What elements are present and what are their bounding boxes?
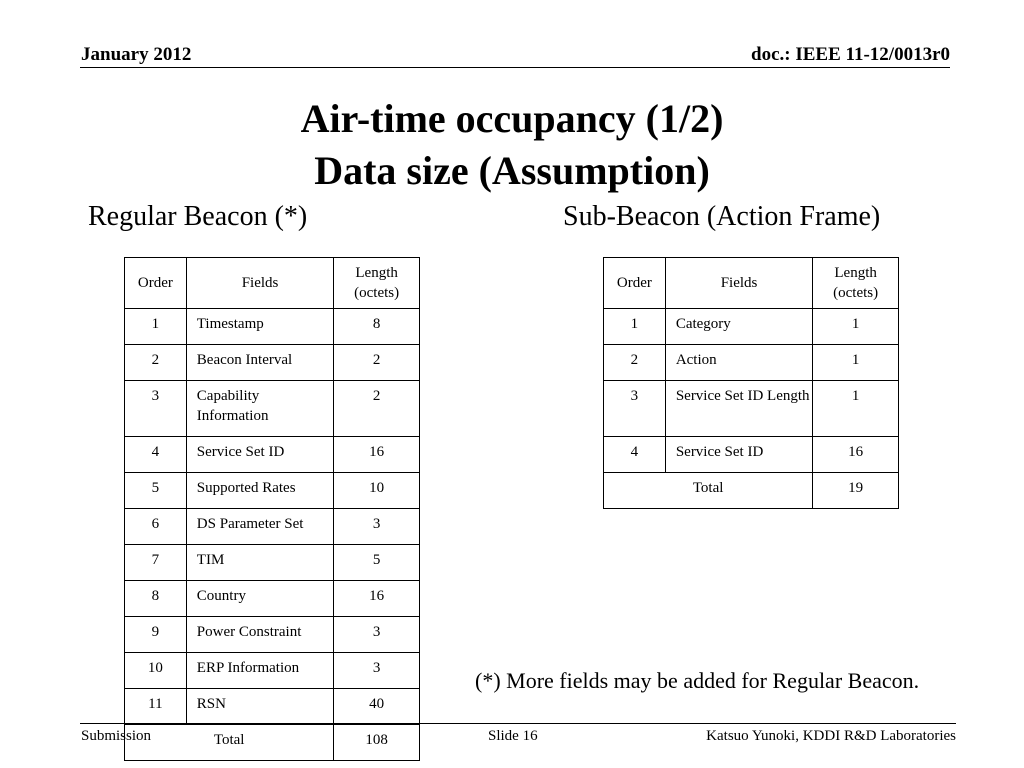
length-cell: 3 bbox=[334, 653, 420, 689]
field-cell: Capability Information bbox=[186, 381, 334, 437]
order-cell: 4 bbox=[125, 437, 187, 473]
table-header-row bbox=[125, 258, 420, 309]
column-header-order: Order bbox=[125, 258, 187, 309]
length-cell: 5 bbox=[334, 545, 420, 581]
order-cell: 4 bbox=[604, 437, 666, 473]
slide-title-line-1: Air-time occupancy (1/2) bbox=[300, 96, 724, 141]
order-cell: 3 bbox=[125, 381, 187, 437]
table-header-row bbox=[604, 258, 899, 309]
total-label: Total bbox=[604, 473, 813, 509]
slide-title bbox=[0, 93, 1024, 197]
total-value: 19 bbox=[813, 473, 899, 509]
order-cell: 3 bbox=[604, 381, 666, 437]
order-cell: 11 bbox=[125, 689, 187, 725]
table-row bbox=[125, 653, 420, 689]
length-cell: 8 bbox=[334, 309, 420, 345]
field-cell: Service Set ID Length bbox=[665, 381, 812, 437]
footer-author: Katsuo Yunoki, KDDI R&D Laboratories bbox=[706, 728, 956, 744]
column-header-fields: Fields bbox=[186, 258, 334, 309]
table-row bbox=[125, 309, 420, 345]
order-cell: 5 bbox=[125, 473, 187, 509]
table-row bbox=[125, 473, 420, 509]
field-cell: Supported Rates bbox=[186, 473, 334, 509]
length-cell: 3 bbox=[334, 509, 420, 545]
field-cell: Timestamp bbox=[186, 309, 334, 345]
table-row bbox=[125, 545, 420, 581]
table-row bbox=[604, 437, 899, 473]
footer-divider bbox=[80, 723, 956, 724]
length-cell: 1 bbox=[813, 309, 899, 345]
footnote: (*) More fields may be added for Regular Beacon. bbox=[475, 668, 920, 693]
order-cell: 7 bbox=[125, 545, 187, 581]
length-cell: 2 bbox=[334, 345, 420, 381]
table-row bbox=[125, 345, 420, 381]
field-cell: Country bbox=[186, 581, 334, 617]
length-cell: 40 bbox=[334, 689, 420, 725]
length-cell: 3 bbox=[334, 617, 420, 653]
field-cell: Power Constraint bbox=[186, 617, 334, 653]
table-row bbox=[125, 437, 420, 473]
field-cell: Service Set ID bbox=[665, 437, 812, 473]
field-cell: Category bbox=[665, 309, 812, 345]
header-divider bbox=[80, 67, 950, 68]
total-value: 108 bbox=[334, 725, 420, 761]
field-cell: DS Parameter Set bbox=[186, 509, 334, 545]
order-cell: 2 bbox=[125, 345, 187, 381]
field-cell: ERP Information bbox=[186, 653, 334, 689]
column-header-length: Length (octets) bbox=[813, 258, 899, 309]
column-header-length: Length (octets) bbox=[334, 258, 420, 309]
table-row bbox=[125, 381, 420, 437]
document-id: doc.: IEEE 11-12/0013r0 bbox=[751, 44, 950, 65]
length-cell: 10 bbox=[334, 473, 420, 509]
order-cell: 10 bbox=[125, 653, 187, 689]
order-cell: 2 bbox=[604, 345, 666, 381]
length-cell: 2 bbox=[334, 381, 420, 437]
length-cell: 1 bbox=[813, 381, 899, 437]
length-cell: 16 bbox=[334, 437, 420, 473]
order-cell: 1 bbox=[604, 309, 666, 345]
column-header-order: Order bbox=[604, 258, 666, 309]
table-row bbox=[604, 381, 899, 437]
total-row bbox=[604, 473, 899, 509]
order-cell: 9 bbox=[125, 617, 187, 653]
regular-beacon-heading: Regular Beacon (*) bbox=[88, 201, 308, 232]
slide-number: Slide 16 bbox=[488, 728, 538, 744]
header-date: January 2012 bbox=[81, 44, 192, 65]
column-header-fields: Fields bbox=[665, 258, 812, 309]
order-cell: 1 bbox=[125, 309, 187, 345]
slide-title-line-2: Data size (Assumption) bbox=[314, 148, 710, 193]
field-cell: RSN bbox=[186, 689, 334, 725]
field-cell: TIM bbox=[186, 545, 334, 581]
order-cell: 6 bbox=[125, 509, 187, 545]
field-cell: Beacon Interval bbox=[186, 345, 334, 381]
footer-submission: Submission bbox=[81, 728, 152, 744]
sub-beacon-table bbox=[603, 257, 899, 509]
table-row bbox=[125, 509, 420, 545]
order-cell: 8 bbox=[125, 581, 187, 617]
regular-beacon-table bbox=[124, 257, 420, 761]
length-cell: 1 bbox=[813, 345, 899, 381]
length-cell: 16 bbox=[334, 581, 420, 617]
table-row bbox=[125, 581, 420, 617]
table-row bbox=[604, 345, 899, 381]
total-label: Total bbox=[125, 725, 334, 761]
total-row bbox=[125, 725, 420, 761]
table-row bbox=[125, 617, 420, 653]
table-row bbox=[125, 689, 420, 725]
field-cell: Action bbox=[665, 345, 812, 381]
field-cell: Service Set ID bbox=[186, 437, 334, 473]
length-cell: 16 bbox=[813, 437, 899, 473]
sub-beacon-heading: Sub-Beacon (Action Frame) bbox=[563, 201, 881, 232]
table-row bbox=[604, 309, 899, 345]
